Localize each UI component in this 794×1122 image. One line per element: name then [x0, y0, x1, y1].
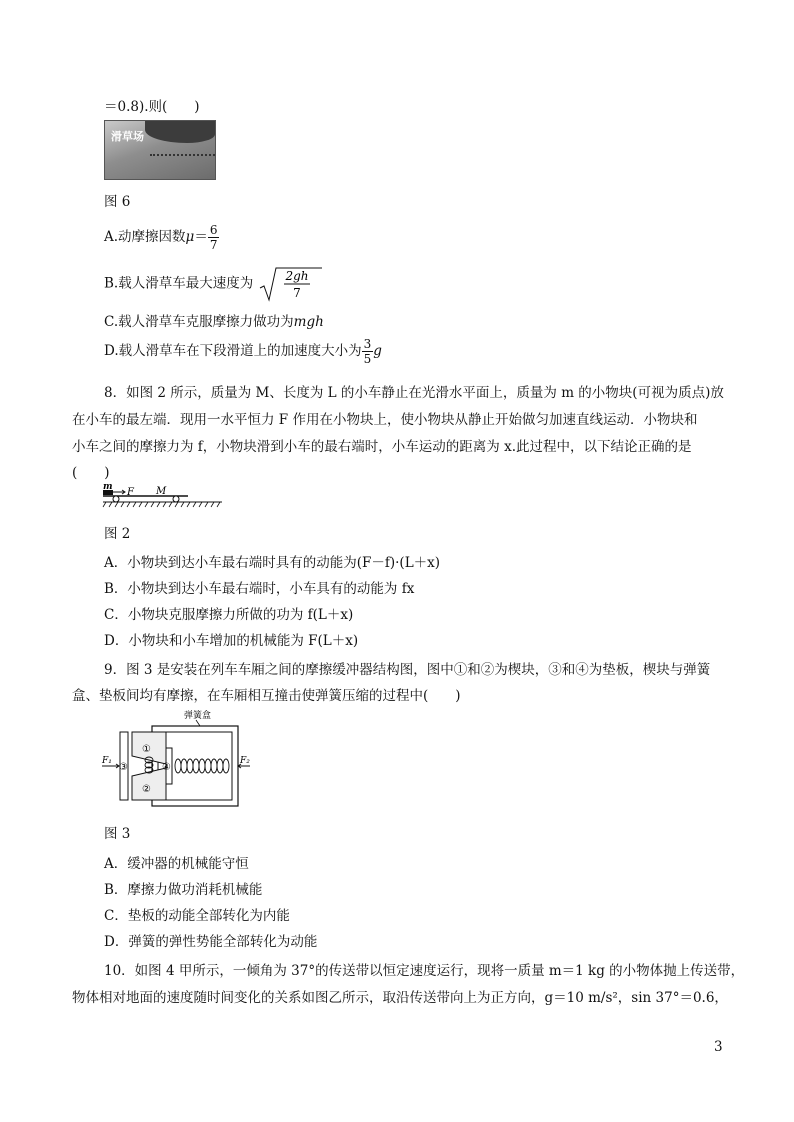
label-circle-1: ①: [142, 744, 151, 755]
label-F: F: [127, 487, 134, 498]
sqrt-numerator: 2gh: [284, 269, 309, 283]
sqrt-symbol: [258, 266, 324, 302]
q8-line-4: ( ): [72, 465, 110, 481]
q9-option-b: B．摩擦力做功消耗机械能: [104, 882, 263, 898]
label-F1: F₁: [102, 756, 112, 766]
q9-option-a: A．缓冲器的机械能守恒: [104, 856, 249, 872]
page-number: 3: [714, 1039, 723, 1055]
q7-option-a-var: μ: [185, 229, 195, 245]
q7-option-a-fraction: [208, 224, 220, 251]
q8-option-b: B．小物块到达小车最右端时，小车具有的动能为 fx: [104, 581, 415, 597]
friction-buffer-diagram: [100, 708, 270, 813]
fig6-caption: 图 6: [104, 194, 131, 210]
main-spring: [175, 759, 229, 773]
q7-option-d: [104, 338, 382, 365]
q8-option-a: A．小物块到达小车最右端时具有的动能为(F－f)·(L＋x): [104, 555, 441, 571]
q8-line-3: 小车之间的摩擦力为 f，小物块滑到小车的最右端时，小车运动的距离为 x.此过程中，以下结论正确的是: [72, 439, 692, 455]
frac-denominator: 7: [209, 238, 218, 252]
label-circle-4: ④: [162, 762, 171, 773]
q10-line-1: 10．如图 4 甲所示，一倾角为 37°的传送带以恒定速度运行，现将一质量 m＝1 kg 的小物体抛上传送带，: [104, 963, 745, 979]
q7-option-a-text: A.动摩擦因数: [104, 229, 186, 245]
q7-option-d-var: g: [373, 343, 382, 359]
label-M: M: [156, 486, 167, 497]
cart-block-diagram: [100, 482, 230, 512]
q9-line-2: 盒、垫板间均有摩擦，在车厢相互撞击使弹簧压缩的过程中( ): [72, 688, 461, 704]
photo-trees: [145, 121, 215, 143]
frac-numerator: 6: [209, 223, 218, 237]
q9-option-c: C．垫板的动能全部转化为内能: [104, 908, 290, 924]
q7-option-c: [104, 310, 324, 330]
q7-option-b: [104, 266, 324, 302]
q9-option-d: D．弹簧的弹性势能全部转化为动能: [104, 934, 318, 950]
q7-option-a: [104, 224, 219, 251]
q8-line-1: 8．如图 2 所示，质量为 M、长度为 L 的小车静止在光滑水平面上，质量为 m 的小物块(可视为质点)放: [104, 385, 724, 401]
label-m: m: [103, 482, 113, 492]
ground-hatching: [103, 502, 220, 507]
q7-option-b-text: B.载人滑草车最大速度为: [104, 275, 254, 292]
label-F2: F₂: [240, 756, 250, 766]
q8-option-c: C．小物块克服摩擦力所做的功为 f(L＋x): [104, 607, 354, 623]
photo-fence: [150, 154, 215, 159]
q10-line-2: 物体相对地面的速度随时间变化的关系如图乙所示，取沿传送带向上为正方向，g＝10 m/s²，sin 37°＝0.6，: [72, 990, 728, 1006]
q7-option-d-text: D.载人滑草车在下段滑道上的加速度大小为: [104, 343, 362, 359]
sqrt-denominator: 7: [292, 286, 301, 300]
q8-option-d: D．小物块和小车增加的机械能为 F(L＋x): [104, 633, 359, 649]
fig3-caption: 图 3: [104, 826, 131, 842]
q8-line-2: 在小车的最左端．现用一水平恒力 F 作用在小物块上，使小物块从静止开始做匀加速直线运动．小物块和: [72, 412, 698, 428]
label-circle-2: ②: [142, 784, 151, 795]
q7-option-c-text: C.载人滑草车克服摩擦力做功为: [104, 314, 294, 330]
q9-line-1: 9．图 3 是安装在列车车厢之间的摩擦缓冲器结构图，图中①和②为楔块，③和④为垫板，楔块与弹簧: [104, 662, 711, 678]
frac-numerator: 3: [363, 337, 372, 351]
photo-sign-text: 滑草场: [111, 130, 144, 143]
q7-option-d-fraction: [362, 338, 374, 365]
grass-slide-photo: [104, 120, 216, 180]
label-spring-box: 弹簧盒: [184, 711, 212, 721]
right-wheel: [173, 496, 179, 502]
q7-tail-text: ＝0.8).则( ): [104, 99, 200, 115]
label-circle-3: ③: [119, 762, 128, 773]
q7-option-a-eq: ＝: [194, 229, 208, 245]
frac-denominator: 5: [363, 352, 372, 366]
left-wheel: [113, 496, 119, 502]
fig2-caption: 图 2: [104, 526, 131, 542]
q7-option-c-var: mgh: [293, 314, 324, 330]
